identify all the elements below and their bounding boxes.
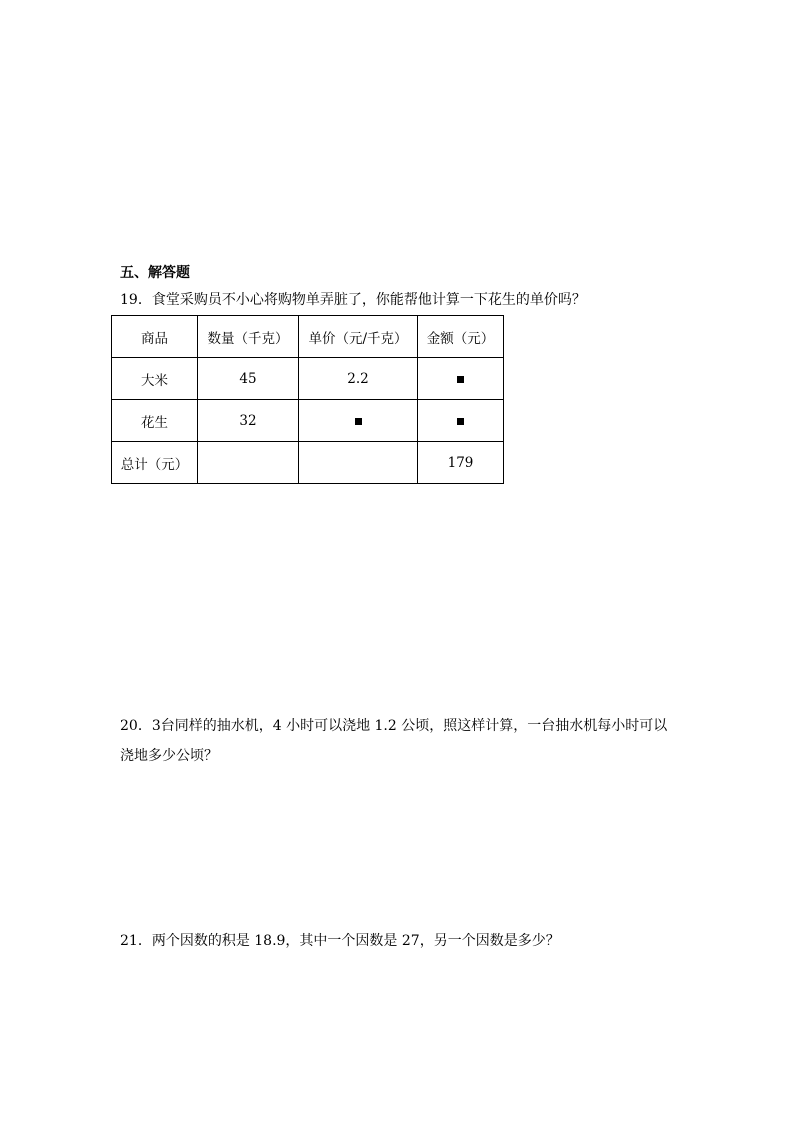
table-cell: 32 — [198, 400, 299, 442]
smudge-icon — [457, 376, 464, 383]
table-cell: 花生 — [112, 400, 198, 442]
shopping-list-table — [111, 315, 504, 484]
smudge-icon — [355, 418, 362, 425]
table-cell: 45 — [198, 358, 299, 400]
header-cell: 金额（元） — [418, 316, 504, 358]
table-cell — [299, 400, 418, 442]
table-cell: 大米 — [112, 358, 198, 400]
question-19: 19．食堂采购员不小心将购物单弄脏了，你能帮他计算一下花生的单价吗？ — [120, 292, 586, 308]
table-cell: 179 — [418, 442, 504, 484]
table-cell: 总计（元） — [112, 442, 198, 484]
table-row — [112, 400, 504, 442]
section-title: 五、解答题 — [120, 265, 190, 281]
header-cell: 商品 — [112, 316, 198, 358]
table-cell — [418, 400, 504, 442]
question-21: 21．两个因数的积是 18.9，其中一个因数是 27，另一个因数是多少？ — [120, 933, 560, 949]
table-cell: 2.2 — [299, 358, 418, 400]
table-row — [112, 442, 504, 484]
table-row — [112, 358, 504, 400]
table-cell — [418, 358, 504, 400]
table-cell — [198, 442, 299, 484]
smudge-icon — [457, 418, 464, 425]
table-cell — [299, 442, 418, 484]
question-20: 20．3台同样的抽水机，4 小时可以浇地 1.2 公顷，照这样计算，一台抽水机每小时可以浇地多少公顷？ — [120, 718, 668, 764]
header-cell: 单价（元/千克） — [299, 316, 418, 358]
table-header-row — [112, 316, 504, 358]
header-cell: 数量（千克） — [198, 316, 299, 358]
